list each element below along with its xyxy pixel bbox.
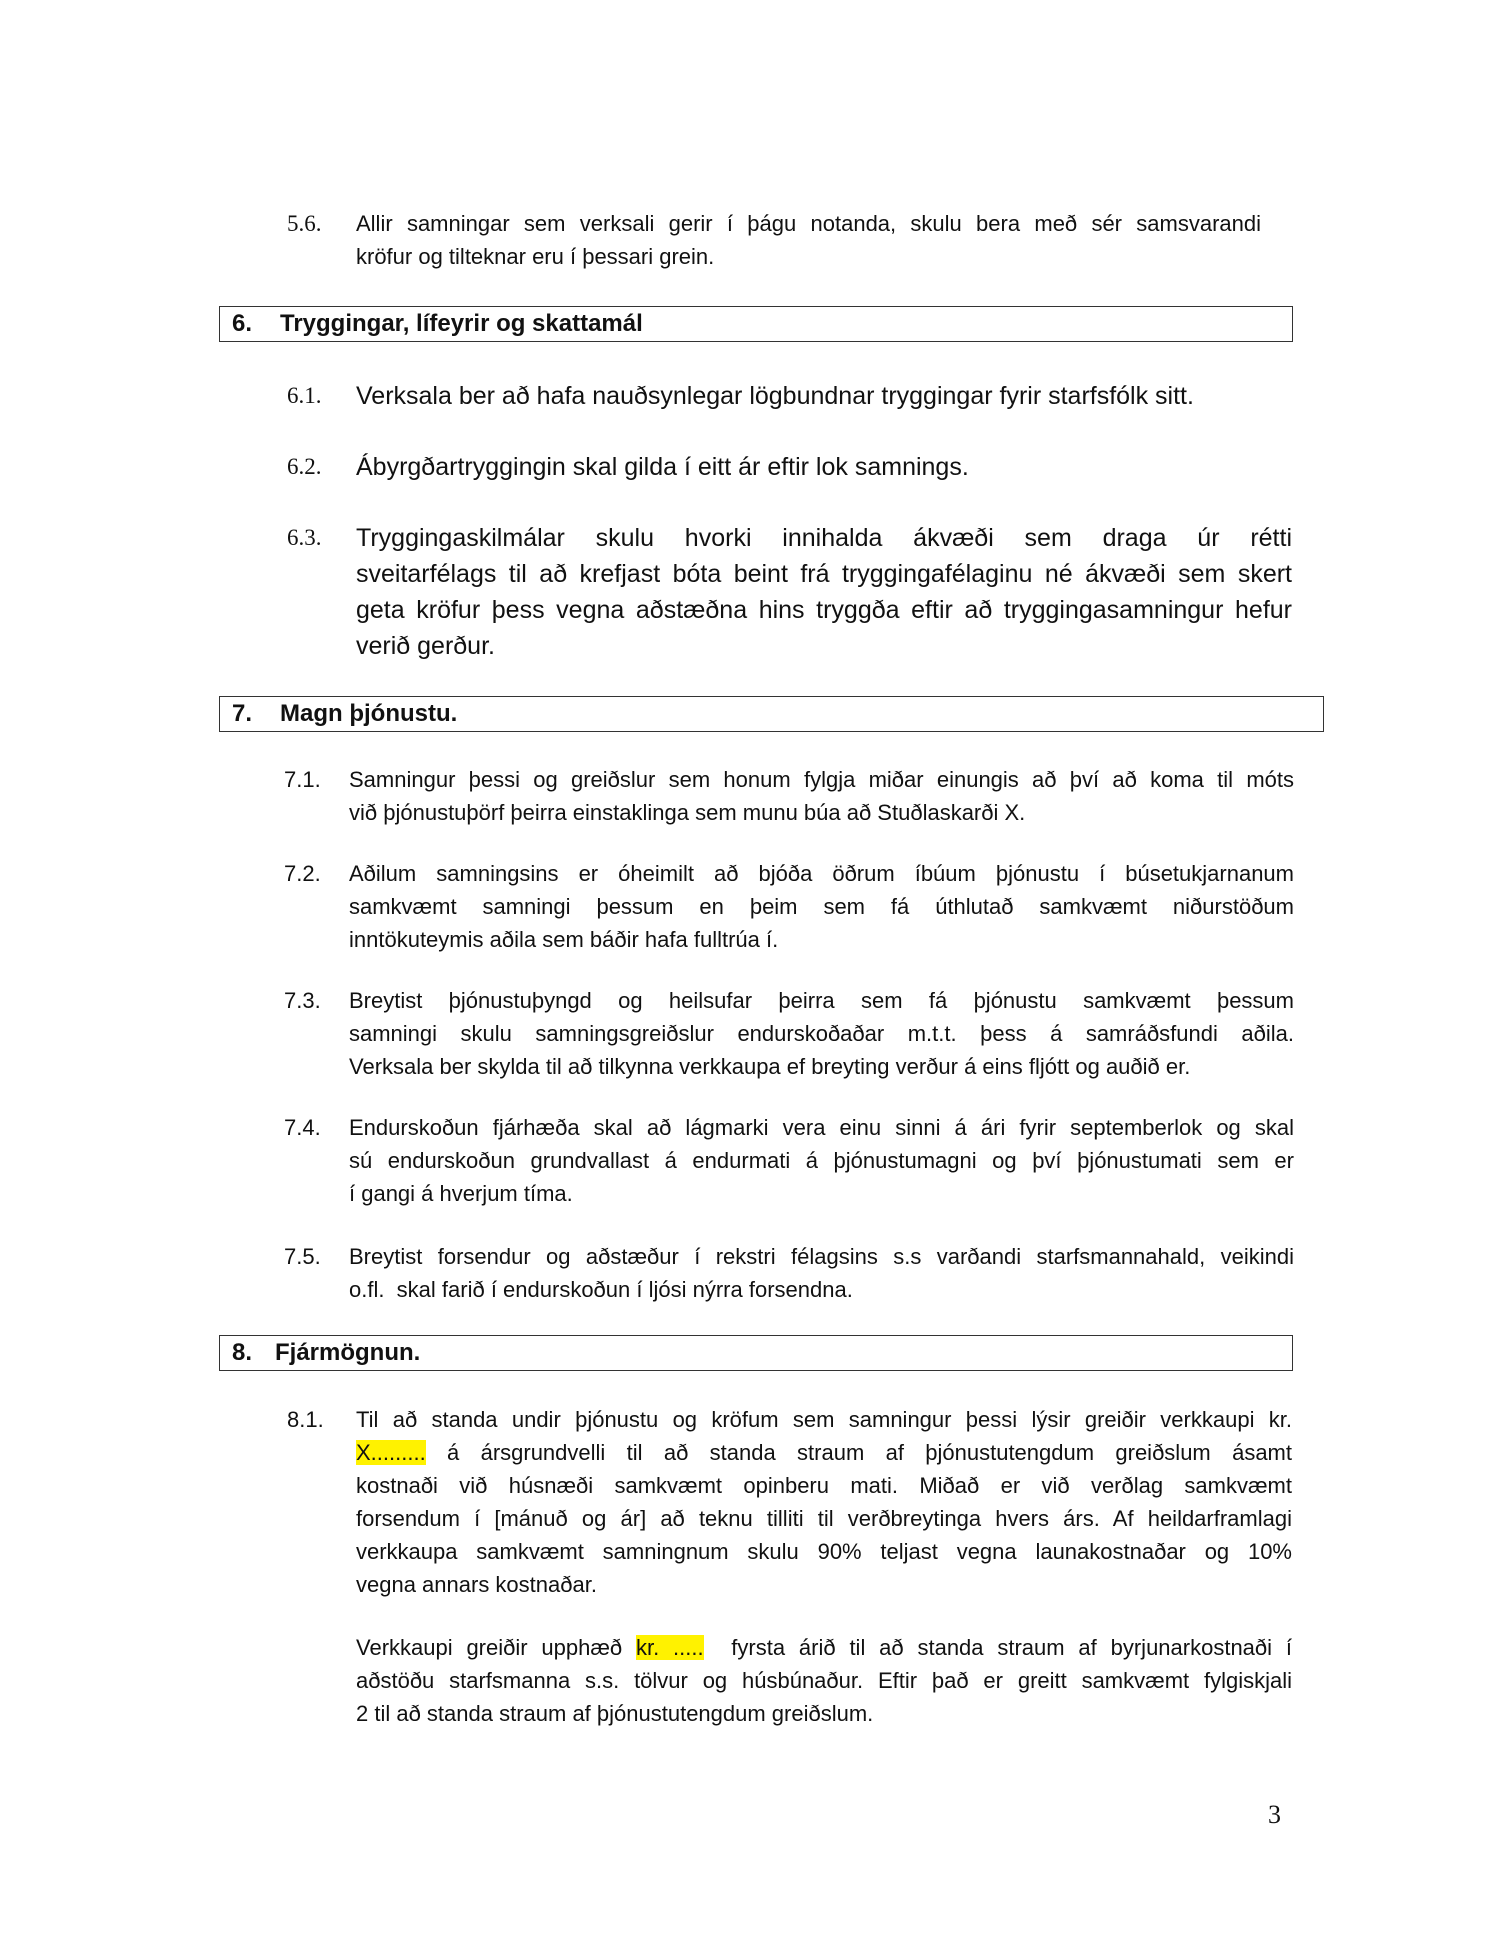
clause-text-line: Breytist þjónustuþyngd og heilsufar þeirra sem fá þjónustu samkvæmt þessum — [349, 988, 1294, 1013]
page-number: 3 — [1268, 1800, 1281, 1829]
clause-number: 7.4. — [284, 1115, 321, 1140]
clause-text-line: geta kröfur þess vegna aðstæðna hins tryggða eftir að tryggingasamningur hefur — [356, 596, 1292, 624]
section-title: Magn þjónustu. — [280, 700, 458, 727]
clause-text-fragment: á ársgrundvelli til að standa straum af þjónustutengdum greiðslum ásamt — [425, 1440, 1292, 1465]
clause-7-3 — [284, 984, 1294, 1084]
clause-6-3 — [287, 520, 1292, 670]
clause-number: 5.6. — [287, 211, 322, 236]
highlighted-amount-placeholder: X......... — [356, 1440, 426, 1465]
section-heading-7 — [219, 696, 1324, 732]
clause-8-1 — [287, 1403, 1297, 1733]
section-heading-6 — [219, 306, 1293, 342]
clause-text-line: Tryggingaskilmálar skulu hvorki innihalda ákvæði sem draga úr rétti — [356, 524, 1292, 552]
clause-text-line: Allir samningar sem verksali gerir í þágu notanda, skulu bera með sér samsvarandi — [356, 211, 1261, 236]
clause-number: 6.2. — [287, 454, 322, 479]
clause-7-4 — [284, 1111, 1294, 1211]
clause-number: 8.1. — [287, 1407, 324, 1432]
section-number: 6. — [232, 310, 253, 337]
clause-7-1 — [284, 763, 1294, 833]
clause-text-line: verið gerður. — [356, 632, 495, 660]
clause-6-2 — [287, 449, 1287, 489]
section-number: 8. — [232, 1339, 253, 1366]
clause-text-fragment: Verkkaupi greiðir upphæð — [356, 1635, 636, 1660]
clause-text-line: inntökuteymis aðila sem báðir hafa fulltrúa í. — [349, 927, 779, 952]
clause-text-line: Aðilum samningsins er óheimilt að bjóða öðrum íbúum þjónustu í búsetukjarnanum — [349, 861, 1294, 886]
clause-text-line: Samningur þessi og greiðslur sem honum fylgja miðar einungis að því að koma til móts — [349, 767, 1294, 792]
clause-text-line — [356, 1436, 1292, 1469]
clause-text-line: sveitarfélags til að krefjast bóta beint frá tryggingafélaginu né ákvæði sem skert — [356, 560, 1292, 588]
clause-number: 6.3. — [287, 525, 322, 550]
section-heading-8 — [219, 1335, 1293, 1371]
clause-text-line: í gangi á hverjum tíma. — [349, 1181, 573, 1206]
highlighted-amount-placeholder: kr. ..... — [636, 1635, 704, 1660]
clause-number: 7.3. — [284, 988, 321, 1013]
section-title: Fjármögnun. — [275, 1339, 421, 1366]
clause-text-line: 2 til að standa straum af þjónustutengdum greiðslum. — [356, 1701, 874, 1726]
clause-text-line: kröfur og tilteknar eru í þessari grein. — [356, 244, 715, 269]
clause-text-line: Verksala ber skylda til að tilkynna verkkaupa ef breyting verður á eins fljótt og auðið er. — [349, 1054, 1191, 1079]
clause-7-5 — [284, 1240, 1294, 1310]
clause-text-line: vegna annars kostnaðar. — [356, 1572, 597, 1597]
clause-text-line: aðstöðu starfsmanna s.s. tölvur og húsbúnaður. Eftir það er greitt samkvæmt fylgiskjali — [356, 1668, 1292, 1693]
clause-text-line: Ábyrgðartryggingin skal gilda í eitt ár eftir lok samnings. — [356, 453, 969, 481]
section-number: 7. — [232, 700, 253, 727]
section-title: Tryggingar, lífeyrir og skattamál — [280, 310, 643, 337]
clause-number: 6.1. — [287, 383, 322, 408]
clause-text-line: o.fl. skal farið í endurskoðun í ljósi nýrra forsendna. — [349, 1277, 853, 1302]
clause-text-line: Breytist forsendur og aðstæður í rekstri félagsins s.s varðandi starfsmannahald, veikindi — [349, 1244, 1294, 1269]
clause-text-line: sú endurskoðun grundvallast á endurmati á þjónustumagni og því þjónustumati sem er — [349, 1148, 1294, 1173]
clause-7-2 — [284, 857, 1294, 957]
clause-number: 7.1. — [284, 767, 321, 792]
clause-text-line: Endurskoðun fjárhæða skal að lágmarki vera einu sinni á ári fyrir septemberlok og skal — [349, 1115, 1294, 1140]
clause-text-fragment: fyrsta árið til að standa straum af byrjunarkostnaði í — [703, 1635, 1292, 1660]
clause-text-line: verkkaupa samkvæmt samningnum skulu 90% teljast vegna launakostnaðar og 10% — [356, 1539, 1292, 1564]
clause-number: 7.5. — [284, 1244, 321, 1269]
clause-text-line: forsendum í [mánuð og ár] að teknu tilliti til verðbreytinga hvers árs. Af heildarframlagi — [356, 1506, 1292, 1531]
clause-text-line: samkvæmt samningi þessum en þeim sem fá úthlutað samkvæmt niðurstöðum — [349, 894, 1294, 919]
clause-text-line: kostnaði við húsnæði samkvæmt opinberu mati. Miðað er við verðlag samkvæmt — [356, 1473, 1292, 1498]
clause-text-line — [356, 1631, 1292, 1664]
clause-number: 7.2. — [284, 861, 321, 886]
clause-text-line: samningi skulu samningsgreiðslur endurskoðaðar m.t.t. þess á samráðsfundi aðila. — [349, 1021, 1294, 1046]
clause-text-line: Verksala ber að hafa nauðsynlegar lögbundnar tryggingar fyrir starfsfólk sitt. — [356, 382, 1194, 410]
clause-6-1 — [287, 378, 1287, 418]
clause-text-line: Til að standa undir þjónustu og kröfum sem samningur þessi lýsir greiðir verkkaupi kr. — [356, 1407, 1292, 1432]
clause-5-6 — [287, 207, 1287, 277]
clause-text-line: við þjónustuþörf þeirra einstaklinga sem munu búa að Stuðlaskarði X. — [349, 800, 1026, 825]
